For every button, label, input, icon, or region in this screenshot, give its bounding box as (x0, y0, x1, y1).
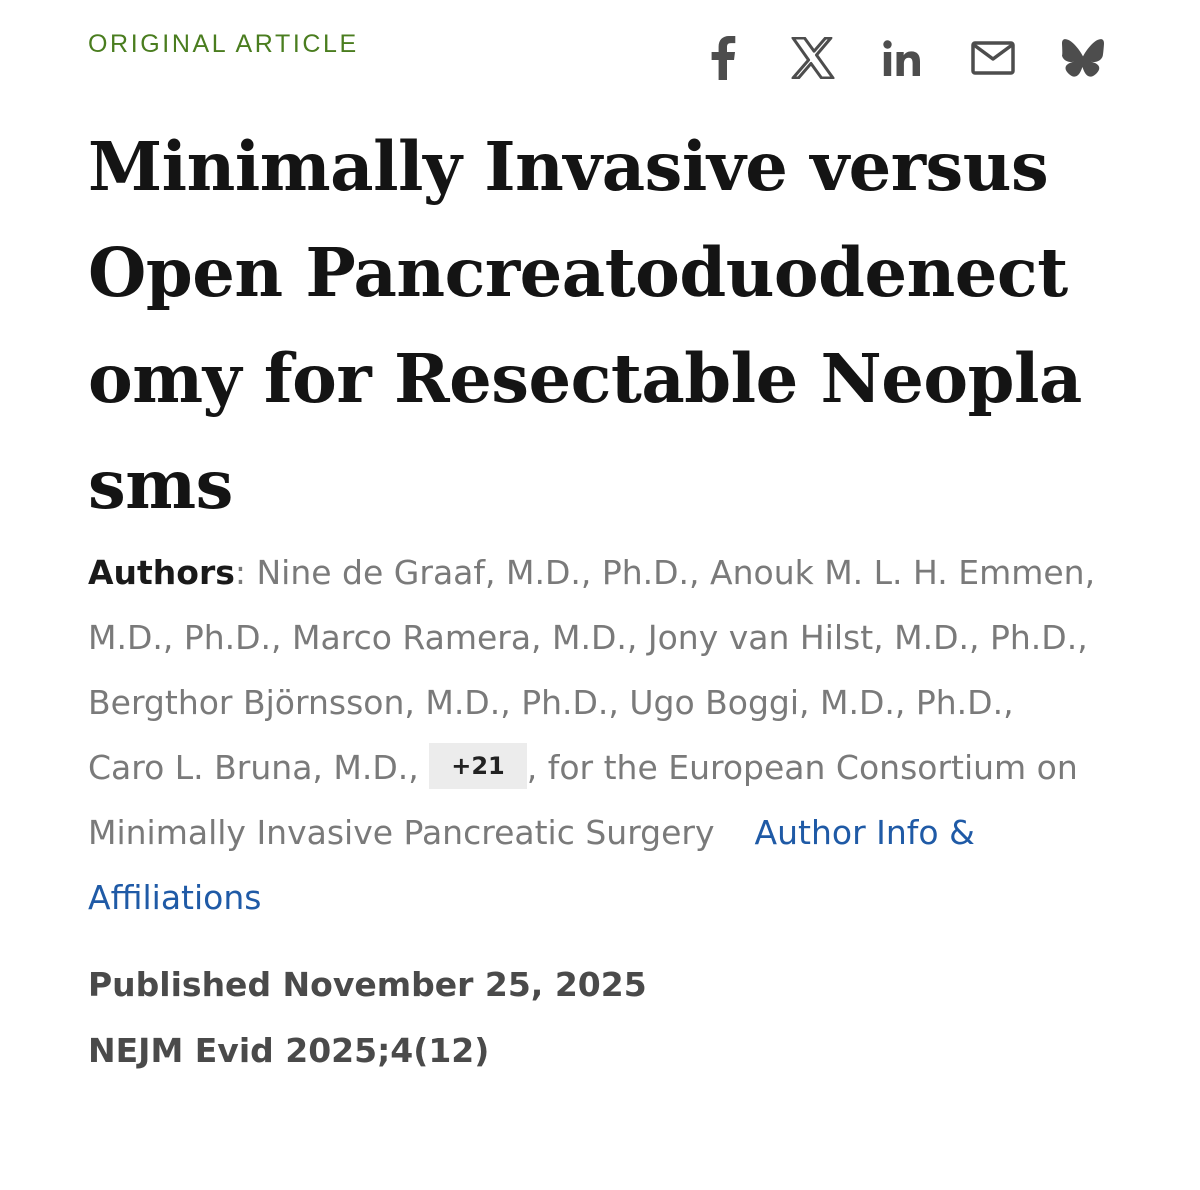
x-share-button[interactable] (768, 34, 858, 82)
email-icon (971, 41, 1015, 75)
author-list (88, 540, 1098, 930)
article-header (88, 30, 1098, 1084)
citation: NEJM Evid 2025;4(12) (88, 1031, 490, 1070)
bluesky-icon (1062, 39, 1104, 77)
share-bar (678, 34, 1128, 82)
top-row (88, 30, 1098, 86)
linkedin-icon (883, 40, 923, 76)
email-share-button[interactable] (948, 34, 1038, 82)
bluesky-share-button[interactable] (1038, 34, 1128, 82)
authors-label: Authors (88, 553, 235, 592)
x-icon (791, 37, 835, 79)
facebook-icon (710, 36, 736, 80)
published-date: Published November 25, 2025 (88, 965, 647, 1004)
publication-meta (88, 952, 1098, 1084)
more-authors-button[interactable]: +21 (429, 743, 527, 789)
author-group: , for the European Consortium on Minimally Invasive Pancreatic Surgery (88, 748, 1078, 852)
linkedin-share-button[interactable] (858, 34, 948, 82)
article-type: ORIGINAL ARTICLE (88, 30, 359, 58)
author-info-affiliations-link[interactable]: Author Info & Affiliations (88, 813, 975, 917)
author-names: Nine de Graaf, M.D., Ph.D., Anouk M. L. H. Emmen, M.D., Ph.D., Marco Ramera, M.D., Jony van Hilst, M.D., Ph.D., Bergthor Björnsson, M.D., Ph.D., Ugo Boggi, M.D., Ph.D., Caro L. Bruna, M.D., (88, 553, 1096, 787)
authors-separator: : (234, 553, 257, 592)
article-title: Minimally Invasive versus Open Pancreatoduodenectomy for Resectable Neoplasms (88, 127, 1082, 524)
facebook-share-button[interactable] (678, 34, 768, 82)
